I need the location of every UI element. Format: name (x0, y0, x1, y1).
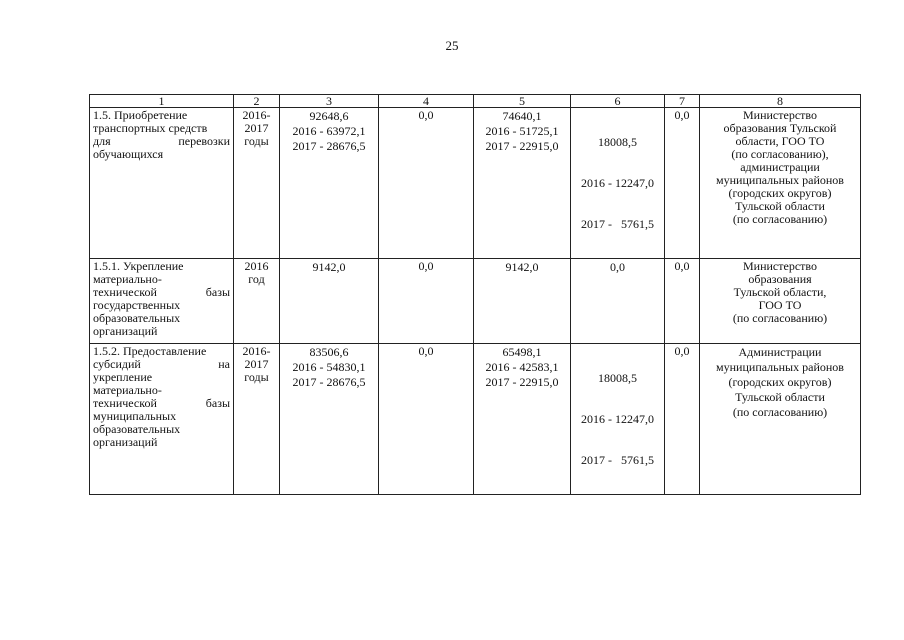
executor-cell (700, 344, 861, 495)
period-line: год (248, 272, 265, 286)
col6-line: 2017 - 5761,5 (581, 217, 654, 231)
col5-line: 74640,1 (502, 109, 542, 123)
total-line: 2016 - 54830,1 (292, 360, 366, 374)
period-line: 2017 (244, 121, 269, 135)
period-cell (234, 108, 280, 259)
executor-line: Министерство (743, 108, 817, 122)
measure-name-line: образовательных (93, 311, 181, 325)
measure-name-line: для перевозки (93, 134, 230, 148)
executor-line: Тульской области (735, 390, 825, 404)
measure-name-line: государственных (93, 298, 181, 312)
measure-name-line: организаций (93, 435, 158, 449)
executor-line: муниципальных районов (716, 173, 844, 187)
col6-line: 0,0 (610, 260, 625, 274)
executor-line: администрации (740, 160, 820, 174)
col5-line: 2017 - 22915,0 (485, 375, 559, 389)
period-line: 2016- (242, 108, 271, 122)
measure-name-line: материально- (93, 272, 162, 286)
measure-name-line: технической базы (93, 285, 230, 299)
table-row (90, 259, 861, 344)
measure-name-line: субсидий на (93, 357, 230, 371)
total-line: 92648,6 (309, 109, 349, 123)
period-cell (234, 259, 280, 344)
col6-line: 18008,5 (598, 371, 637, 385)
col7-cell: 0,0 (665, 259, 700, 344)
period-line: годы (244, 370, 269, 384)
total-line: 83506,6 (309, 345, 349, 359)
executor-line: области, ГОО ТО (735, 134, 825, 148)
col4-cell: 0,0 (379, 344, 474, 495)
total-line: 2016 - 63972,1 (292, 124, 366, 138)
header-cell-1: 1 (90, 95, 234, 108)
header-cell-3: 3 (280, 95, 379, 108)
executor-line: Администрации (738, 345, 822, 359)
measure-name-line: транспортных средств (93, 121, 208, 135)
measure-name-cell (90, 259, 234, 344)
table-row (90, 108, 861, 259)
col7-cell: 0,0 (665, 108, 700, 259)
col6-line: 2017 - 5761,5 (581, 453, 654, 467)
header-cell-6: 6 (571, 95, 665, 108)
header-cell-5: 5 (474, 95, 571, 108)
executor-line: образования (748, 272, 812, 286)
executor-line: (по согласованию) (732, 311, 828, 325)
header-cell-4: 4 (379, 95, 474, 108)
table-row (90, 344, 861, 495)
col4-cell: 0,0 (379, 108, 474, 259)
measure-name-cell (90, 344, 234, 495)
header-cell-8: 8 (700, 95, 861, 108)
program-table (89, 94, 861, 495)
total-cell (280, 344, 379, 495)
total-cell (280, 108, 379, 259)
executor-line: ГОО ТО (758, 298, 802, 312)
col5-line: 2016 - 42583,1 (485, 360, 559, 374)
executor-line: образования Тульской (723, 121, 837, 135)
measure-name-line: материально- (93, 383, 162, 397)
period-line: 2016- (242, 344, 271, 358)
executor-line: Тульской области (735, 199, 825, 213)
col6-line: 2016 - 12247,0 (581, 412, 654, 426)
executor-line: (городских округов) (728, 375, 832, 389)
executor-line: Министерство (743, 259, 817, 273)
executor-line: (по согласованию) (732, 212, 828, 226)
total-line: 9142,0 (312, 260, 346, 274)
period-line: 2017 (244, 357, 269, 371)
col6-cell (571, 259, 665, 344)
col5-cell (474, 259, 571, 344)
period-line: 2016 (244, 259, 269, 273)
col5-line: 2017 - 22915,0 (485, 139, 559, 153)
executor-line: Тульской области, (733, 285, 827, 299)
executor-cell (700, 108, 861, 259)
col5-line: 9142,0 (505, 260, 539, 274)
col6-line: 2016 - 12247,0 (581, 176, 654, 190)
measure-name-line: 1.5.2. Предоставление (93, 344, 207, 358)
header-cell-2: 2 (234, 95, 280, 108)
period-cell (234, 344, 280, 495)
col7-cell: 0,0 (665, 344, 700, 495)
measure-name-line: обучающихся (93, 147, 164, 161)
total-line: 2017 - 28676,5 (292, 375, 366, 389)
col6-cell (571, 344, 665, 495)
measure-name-line: 1.5.1. Укрепление (93, 259, 184, 273)
period-line: годы (244, 134, 269, 148)
executor-line: (по согласованию) (732, 405, 828, 419)
measure-name-cell (90, 108, 234, 259)
col4-cell: 0,0 (379, 259, 474, 344)
col5-line: 65498,1 (502, 345, 542, 359)
executor-line: (по согласованию), (731, 147, 829, 161)
total-line: 2017 - 28676,5 (292, 139, 366, 153)
measure-name-line: технической базы (93, 396, 230, 410)
measure-name-line: муниципальных (93, 409, 177, 423)
col6-cell (571, 108, 665, 259)
page-number: 25 (445, 38, 459, 53)
measure-name-line: 1.5. Приобретение (93, 108, 188, 122)
measure-name-line: образовательных (93, 422, 181, 436)
measure-name-line: укрепление (93, 370, 153, 384)
executor-line: муниципальных районов (716, 360, 844, 374)
col5-line: 2016 - 51725,1 (485, 124, 559, 138)
executor-line: (городских округов) (728, 186, 832, 200)
col6-line: 18008,5 (598, 135, 637, 149)
measure-name-line: организаций (93, 324, 158, 338)
executor-cell (700, 259, 861, 344)
header-row (90, 95, 861, 108)
total-cell (280, 259, 379, 344)
header-cell-7: 7 (665, 95, 700, 108)
col5-cell (474, 344, 571, 495)
col5-cell (474, 108, 571, 259)
